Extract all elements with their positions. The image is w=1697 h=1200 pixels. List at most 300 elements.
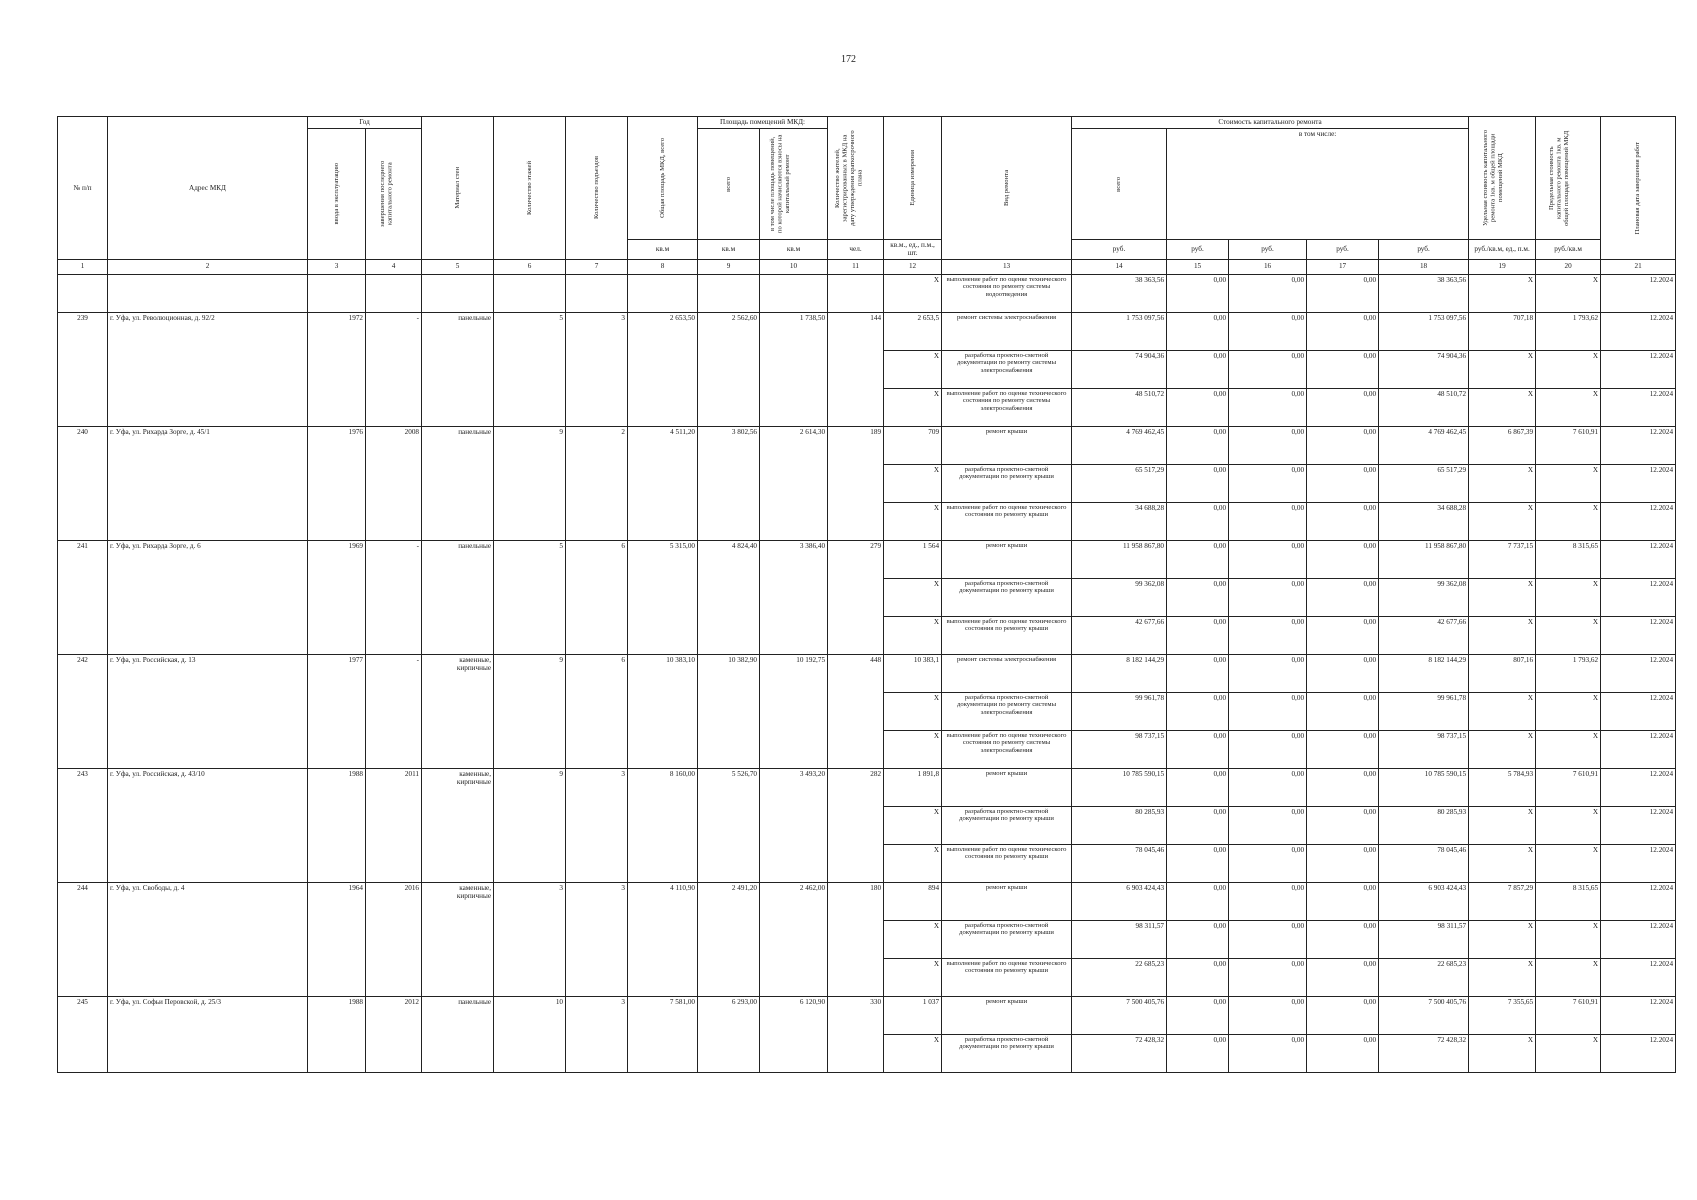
table-row-building [58, 312, 1676, 350]
column-number: 4 [366, 259, 422, 274]
row-plan-date: 12.2024 [1601, 274, 1676, 312]
header-plan-date: Плановая дата завершения работ [1634, 141, 1642, 234]
row-number: 241 [58, 540, 108, 578]
row-repair-type: ремонт крыши [942, 426, 1072, 464]
row-empty-cell [422, 464, 494, 502]
row-total-area: 8 160,00 [628, 768, 698, 806]
row-cost-owners: 7 500 405,76 [1379, 996, 1469, 1034]
row-plan-date: 12.2024 [1601, 920, 1676, 958]
row-empty-cell [308, 692, 366, 730]
row-repair-type: разработка проектно-сметной документации по ремонту крыши [942, 1034, 1072, 1072]
row-empty-cell [422, 274, 494, 312]
row-commissioning-year: 1977 [308, 654, 366, 692]
row-cost-owners: 65 517,29 [1379, 464, 1469, 502]
row-repair-type: ремонт системы электроснабжения [942, 654, 1072, 692]
row-cost-owners: 10 785 590,15 [1379, 768, 1469, 806]
row-specific-cost: X [1469, 578, 1536, 616]
unit-18: руб. [1379, 240, 1469, 260]
row-cost-fund: 0,00 [1167, 502, 1229, 540]
table-row-work [58, 1034, 1676, 1072]
table-row-work [58, 616, 1676, 654]
row-cost-fund: 0,00 [1167, 350, 1229, 388]
table-row-work [58, 274, 1676, 312]
row-specific-cost: X [1469, 1034, 1536, 1072]
row-empty-cell [422, 730, 494, 768]
row-limit-cost: 7 610,91 [1536, 426, 1601, 464]
column-number: 9 [698, 259, 760, 274]
row-empty-cell [828, 350, 884, 388]
row-empty-cell [828, 464, 884, 502]
row-plan-date: 12.2024 [1601, 502, 1676, 540]
table-row-building [58, 768, 1676, 806]
row-limit-cost: X [1536, 350, 1601, 388]
row-empty-cell [760, 578, 828, 616]
row-residents: 144 [828, 312, 884, 350]
header-limit-cost: Предельная стоимость капитального ремонта 1кв. м общей площади помещений МКД [1548, 130, 1571, 226]
row-plan-date: 12.2024 [1601, 844, 1676, 882]
row-empty-cell [760, 274, 828, 312]
row-plan-date: 12.2024 [1601, 654, 1676, 692]
unit-15: руб. [1167, 240, 1229, 260]
row-limit-cost: X [1536, 502, 1601, 540]
row-cost-owners: 34 688,28 [1379, 502, 1469, 540]
row-empty-cell [628, 388, 698, 426]
row-cost-municipal: 0,00 [1307, 882, 1379, 920]
row-limit-cost: X [1536, 806, 1601, 844]
row-empty-cell [828, 806, 884, 844]
row-area-all: 2 562,60 [698, 312, 760, 350]
row-empty-cell [366, 1034, 422, 1072]
row-unit-value: 1 891,8 [884, 768, 942, 806]
row-specific-cost: X [1469, 806, 1536, 844]
row-number: 243 [58, 768, 108, 806]
row-empty-cell [308, 730, 366, 768]
row-repair-type: разработка проектно-сметной документации по ремонту крыши [942, 920, 1072, 958]
row-repair-type: ремонт крыши [942, 768, 1072, 806]
row-cost-fund: 0,00 [1167, 730, 1229, 768]
header-commissioning-year: ввода в эксплуатацию [332, 163, 340, 225]
table-row-work [58, 806, 1676, 844]
row-empty-cell [828, 1034, 884, 1072]
row-cost-municipal: 0,00 [1307, 578, 1379, 616]
row-cost-republic: 0,00 [1229, 920, 1307, 958]
row-empty-cell [566, 464, 628, 502]
row-empty-cell [628, 958, 698, 996]
table-row-building [58, 426, 1676, 464]
row-cost-total: 7 500 405,76 [1072, 996, 1167, 1034]
row-empty-cell [108, 692, 308, 730]
row-unit-value: X [884, 350, 942, 388]
header-incl-group: в том числе: [1167, 129, 1469, 240]
header-area-fee: в том числе площадь помещений, по которой начисляются взносы на капитальный ремонт [768, 134, 791, 234]
row-limit-cost: X [1536, 692, 1601, 730]
row-residents: 279 [828, 540, 884, 578]
row-number: 244 [58, 882, 108, 920]
row-empty-cell [494, 692, 566, 730]
row-limit-cost: X [1536, 388, 1601, 426]
row-empty-cell [760, 730, 828, 768]
header-residents: Количество жителей, зарегистрированных в МКД на дату утверждения краткосрочного плана [833, 130, 864, 226]
row-empty-cell [628, 350, 698, 388]
row-empty-cell [698, 350, 760, 388]
row-area-fee: 2 462,00 [760, 882, 828, 920]
row-cost-total: 4 769 462,45 [1072, 426, 1167, 464]
column-number: 8 [628, 259, 698, 274]
row-specific-cost: 7 355,65 [1469, 996, 1536, 1034]
column-number: 3 [308, 259, 366, 274]
row-empty-cell [828, 274, 884, 312]
row-plan-date: 12.2024 [1601, 768, 1676, 806]
row-empty-cell [760, 502, 828, 540]
row-commissioning-year: 1988 [308, 768, 366, 806]
row-empty-cell [828, 958, 884, 996]
row-area-fee: 1 738,50 [760, 312, 828, 350]
row-cost-fund: 0,00 [1167, 882, 1229, 920]
table-row-work [58, 730, 1676, 768]
row-cost-republic: 0,00 [1229, 1034, 1307, 1072]
row-cost-total: 48 510,72 [1072, 388, 1167, 426]
row-plan-date: 12.2024 [1601, 996, 1676, 1034]
row-specific-cost: 6 867,39 [1469, 426, 1536, 464]
row-cost-total: 8 182 144,29 [1072, 654, 1167, 692]
row-cost-total: 65 517,29 [1072, 464, 1167, 502]
row-cost-total: 98 737,15 [1072, 730, 1167, 768]
row-plan-date: 12.2024 [1601, 616, 1676, 654]
row-empty-cell [108, 616, 308, 654]
row-cost-municipal: 0,00 [1307, 616, 1379, 654]
row-repair-type: ремонт системы электроснабжения [942, 312, 1072, 350]
row-limit-cost: 1 793,62 [1536, 312, 1601, 350]
row-specific-cost: X [1469, 692, 1536, 730]
row-empty-cell [760, 920, 828, 958]
row-area-all: 3 802,56 [698, 426, 760, 464]
row-cost-municipal: 0,00 [1307, 920, 1379, 958]
row-limit-cost: X [1536, 958, 1601, 996]
row-empty-cell [58, 806, 108, 844]
row-unit-value: X [884, 806, 942, 844]
row-empty-cell [366, 350, 422, 388]
unit-16: руб. [1229, 240, 1307, 260]
row-cost-municipal: 0,00 [1307, 388, 1379, 426]
row-cost-municipal: 0,00 [1307, 540, 1379, 578]
row-empty-cell [566, 502, 628, 540]
row-empty-cell [628, 464, 698, 502]
row-empty-cell [760, 388, 828, 426]
header-wall-material: Материал стен [453, 167, 461, 209]
row-cost-owners: 11 958 867,80 [1379, 540, 1469, 578]
row-empty-cell [698, 464, 760, 502]
row-cost-municipal: 0,00 [1307, 502, 1379, 540]
row-repair-type: выполнение работ по оценке технического состояния по ремонту крыши [942, 844, 1072, 882]
column-number: 12 [884, 259, 942, 274]
unit-14: руб. [1072, 240, 1167, 260]
row-empty-cell [566, 844, 628, 882]
row-cost-total: 11 958 867,80 [1072, 540, 1167, 578]
row-cost-owners: 72 428,32 [1379, 1034, 1469, 1072]
row-cost-republic: 0,00 [1229, 844, 1307, 882]
row-area-fee: 10 192,75 [760, 654, 828, 692]
row-empty-cell [108, 350, 308, 388]
row-floors: 5 [494, 312, 566, 350]
row-wall-material: панельные [422, 540, 494, 578]
row-limit-cost: X [1536, 464, 1601, 502]
row-empty-cell [366, 920, 422, 958]
row-empty-cell [366, 578, 422, 616]
row-cost-owners: 48 510,72 [1379, 388, 1469, 426]
row-unit-value: X [884, 388, 942, 426]
row-empty-cell [760, 1034, 828, 1072]
table-row-work [58, 388, 1676, 426]
header-repair-type: Вид ремонта [1002, 169, 1010, 206]
row-unit-value: 1 564 [884, 540, 942, 578]
row-specific-cost: X [1469, 350, 1536, 388]
row-empty-cell [566, 388, 628, 426]
row-number: 245 [58, 996, 108, 1034]
row-cost-municipal: 0,00 [1307, 350, 1379, 388]
row-empty-cell [566, 1034, 628, 1072]
row-limit-cost: 1 793,62 [1536, 654, 1601, 692]
row-empty-cell [698, 616, 760, 654]
row-empty-cell [628, 730, 698, 768]
row-entrances: 2 [566, 426, 628, 464]
row-repair-type: ремонт крыши [942, 996, 1072, 1034]
row-empty-cell [58, 388, 108, 426]
column-number: 21 [1601, 259, 1676, 274]
row-cost-fund: 0,00 [1167, 616, 1229, 654]
row-cost-fund: 0,00 [1167, 312, 1229, 350]
header-address: Адрес МКД [108, 117, 308, 260]
row-empty-cell [698, 806, 760, 844]
row-plan-date: 12.2024 [1601, 578, 1676, 616]
row-cost-total: 78 045,46 [1072, 844, 1167, 882]
row-specific-cost: 807,16 [1469, 654, 1536, 692]
row-empty-cell [108, 920, 308, 958]
row-area-all: 10 382,90 [698, 654, 760, 692]
row-cost-total: 80 285,93 [1072, 806, 1167, 844]
row-empty-cell [566, 578, 628, 616]
row-cost-municipal: 0,00 [1307, 654, 1379, 692]
row-cost-republic: 0,00 [1229, 578, 1307, 616]
row-cost-fund: 0,00 [1167, 920, 1229, 958]
row-unit-value: 894 [884, 882, 942, 920]
row-empty-cell [58, 578, 108, 616]
row-empty-cell [308, 1034, 366, 1072]
row-empty-cell [422, 806, 494, 844]
row-empty-cell [108, 274, 308, 312]
row-empty-cell [308, 274, 366, 312]
column-number: 16 [1229, 259, 1307, 274]
row-empty-cell [698, 844, 760, 882]
row-cost-republic: 0,00 [1229, 464, 1307, 502]
row-repair-type: выполнение работ по оценке технического состояния по ремонту крыши [942, 958, 1072, 996]
row-repair-type: разработка проектно-сметной документации по ремонту системы электроснабжения [942, 350, 1072, 388]
row-cost-total: 34 688,28 [1072, 502, 1167, 540]
row-empty-cell [698, 502, 760, 540]
row-area-all: 2 491,20 [698, 882, 760, 920]
row-cost-fund: 0,00 [1167, 1034, 1229, 1072]
row-address: г. Уфа, ул. Рихарда Зорге, д. 45/1 [108, 426, 308, 464]
row-empty-cell [828, 388, 884, 426]
row-limit-cost: X [1536, 844, 1601, 882]
row-empty-cell [58, 464, 108, 502]
row-empty-cell [308, 502, 366, 540]
row-empty-cell [828, 616, 884, 654]
row-cost-total: 72 428,32 [1072, 1034, 1167, 1072]
row-cost-total: 42 677,66 [1072, 616, 1167, 654]
header-unit: Единица измерения [908, 150, 916, 206]
row-cost-republic: 0,00 [1229, 388, 1307, 426]
row-empty-cell [366, 502, 422, 540]
row-empty-cell [108, 958, 308, 996]
row-repair-type: выполнение работ по оценке технического состояния по ремонту системы водоотведения [942, 274, 1072, 312]
row-cost-owners: 74 904,36 [1379, 350, 1469, 388]
row-cost-owners: 80 285,93 [1379, 806, 1469, 844]
row-cost-municipal: 0,00 [1307, 692, 1379, 730]
row-cost-owners: 8 182 144,29 [1379, 654, 1469, 692]
row-repair-type: разработка проектно-сметной документации по ремонту системы электроснабжения [942, 692, 1072, 730]
capital-repair-table [57, 116, 1676, 1073]
row-unit-value: X [884, 464, 942, 502]
row-cost-municipal: 0,00 [1307, 1034, 1379, 1072]
row-cost-fund: 0,00 [1167, 806, 1229, 844]
row-cost-fund: 0,00 [1167, 426, 1229, 464]
row-last-repair-year: 2008 [366, 426, 422, 464]
row-total-area: 2 653,50 [628, 312, 698, 350]
row-area-fee: 6 120,90 [760, 996, 828, 1034]
row-empty-cell [566, 274, 628, 312]
row-cost-owners: 99 961,78 [1379, 692, 1469, 730]
row-area-fee: 2 614,30 [760, 426, 828, 464]
row-empty-cell [628, 1034, 698, 1072]
header-floors: Количество этажей [525, 160, 533, 215]
row-empty-cell [494, 920, 566, 958]
header-specific-cost: Удельная стоимость капитального ремонта 1кв. м общей площади помещений МКД [1482, 130, 1505, 227]
row-last-repair-year: - [366, 540, 422, 578]
row-commissioning-year: 1969 [308, 540, 366, 578]
row-specific-cost: 707,18 [1469, 312, 1536, 350]
row-cost-fund: 0,00 [1167, 844, 1229, 882]
row-plan-date: 12.2024 [1601, 464, 1676, 502]
row-unit-value: 1 037 [884, 996, 942, 1034]
row-total-area: 5 315,00 [628, 540, 698, 578]
row-unit-value: X [884, 920, 942, 958]
row-floors: 10 [494, 996, 566, 1034]
header-cost-total: всего [1115, 176, 1123, 192]
row-empty-cell [308, 920, 366, 958]
row-specific-cost: 7 737,15 [1469, 540, 1536, 578]
row-floors: 3 [494, 882, 566, 920]
row-unit-value: X [884, 844, 942, 882]
row-unit-value: 709 [884, 426, 942, 464]
row-empty-cell [422, 958, 494, 996]
row-address: г. Уфа, ул. Революционная, д. 92/2 [108, 312, 308, 350]
row-empty-cell [58, 958, 108, 996]
row-cost-republic: 0,00 [1229, 502, 1307, 540]
row-cost-owners: 6 903 424,43 [1379, 882, 1469, 920]
row-empty-cell [494, 958, 566, 996]
row-unit-value: X [884, 578, 942, 616]
row-empty-cell [494, 502, 566, 540]
row-empty-cell [494, 464, 566, 502]
row-cost-fund: 0,00 [1167, 654, 1229, 692]
row-empty-cell [58, 502, 108, 540]
row-cost-owners: 1 753 097,56 [1379, 312, 1469, 350]
row-wall-material: каменные, кирпичные [422, 654, 494, 692]
header-total-area: Общая площадь МКД, всего [658, 138, 666, 218]
table-row-work [58, 464, 1676, 502]
row-empty-cell [828, 578, 884, 616]
row-empty-cell [108, 806, 308, 844]
row-unit-value: X [884, 1034, 942, 1072]
header-last-repair-year: завершения последнего капитального ремонта [378, 160, 394, 227]
row-empty-cell [760, 844, 828, 882]
row-cost-fund: 0,00 [1167, 578, 1229, 616]
row-residents: 448 [828, 654, 884, 692]
row-entrances: 3 [566, 312, 628, 350]
row-empty-cell [108, 388, 308, 426]
row-entrances: 3 [566, 768, 628, 806]
row-cost-republic: 0,00 [1229, 350, 1307, 388]
row-empty-cell [308, 958, 366, 996]
row-empty-cell [628, 692, 698, 730]
row-empty-cell [308, 350, 366, 388]
unit-12: кв.м., ед., п.м., шт. [884, 240, 942, 260]
column-number: 15 [1167, 259, 1229, 274]
row-empty-cell [58, 274, 108, 312]
table-row-work [58, 844, 1676, 882]
row-empty-cell [628, 844, 698, 882]
table-body [58, 274, 1676, 1072]
row-empty-cell [58, 692, 108, 730]
row-limit-cost: X [1536, 1034, 1601, 1072]
row-empty-cell [828, 502, 884, 540]
row-empty-cell [366, 274, 422, 312]
row-cost-owners: 98 311,57 [1379, 920, 1469, 958]
row-cost-republic: 0,00 [1229, 882, 1307, 920]
row-cost-fund: 0,00 [1167, 464, 1229, 502]
row-empty-cell [308, 464, 366, 502]
row-cost-owners: 78 045,46 [1379, 844, 1469, 882]
row-area-all: 4 824,40 [698, 540, 760, 578]
row-empty-cell [58, 920, 108, 958]
row-address: г. Уфа, ул. Софьи Перовской, д. 25/3 [108, 996, 308, 1034]
row-specific-cost: X [1469, 388, 1536, 426]
row-cost-total: 38 363,56 [1072, 274, 1167, 312]
column-number-row [58, 259, 1676, 274]
row-empty-cell [366, 958, 422, 996]
row-empty-cell [308, 616, 366, 654]
row-wall-material: панельные [422, 426, 494, 464]
row-empty-cell [760, 350, 828, 388]
row-plan-date: 12.2024 [1601, 958, 1676, 996]
row-plan-date: 12.2024 [1601, 388, 1676, 426]
row-plan-date: 12.2024 [1601, 882, 1676, 920]
row-cost-republic: 0,00 [1229, 692, 1307, 730]
row-empty-cell [58, 730, 108, 768]
row-empty-cell [494, 578, 566, 616]
table-row-work [58, 920, 1676, 958]
row-empty-cell [308, 388, 366, 426]
column-number: 10 [760, 259, 828, 274]
row-cost-owners: 22 685,23 [1379, 958, 1469, 996]
row-empty-cell [366, 806, 422, 844]
row-last-repair-year: 2011 [366, 768, 422, 806]
row-last-repair-year: 2012 [366, 996, 422, 1034]
row-empty-cell [308, 844, 366, 882]
row-empty-cell [308, 578, 366, 616]
row-commissioning-year: 1976 [308, 426, 366, 464]
row-repair-type: выполнение работ по оценке технического состояния по ремонту системы электроснабжения [942, 388, 1072, 426]
